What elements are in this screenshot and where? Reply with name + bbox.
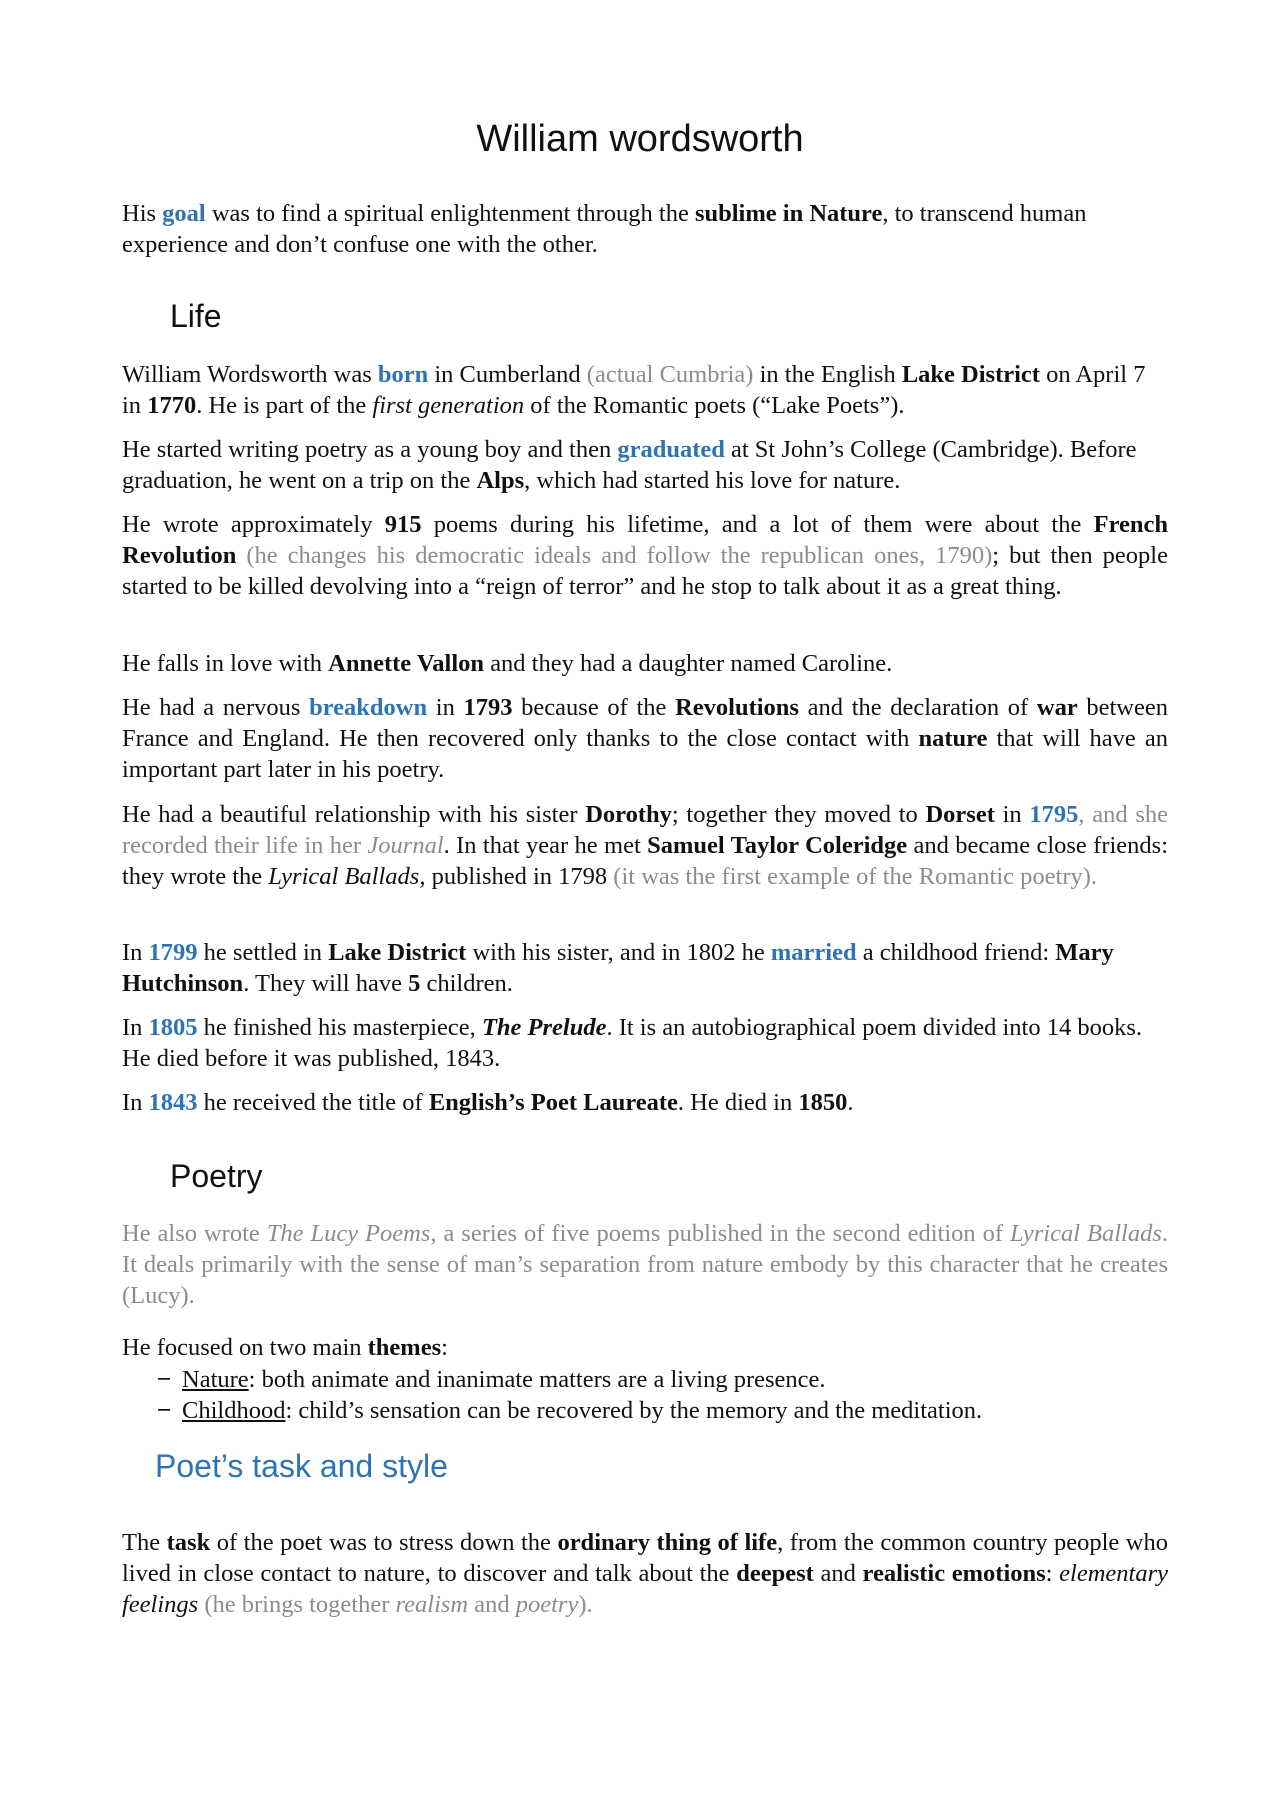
year-1799: 1799 xyxy=(148,939,198,966)
keyword-dorothy: Dorothy xyxy=(585,801,672,828)
text: , to transcend human experience and don’t confuse one with the other. xyxy=(122,200,1087,258)
text: , which had started his love for nature. xyxy=(524,467,901,494)
life-paragraph-9 xyxy=(122,1087,1168,1118)
text: The xyxy=(122,1529,167,1556)
text: . They will have xyxy=(243,970,409,997)
text: at St John’s College (Cambridge). Before graduation, he went on a trip on the xyxy=(122,436,1137,494)
text: and xyxy=(813,1560,863,1587)
keyword-breakdown: breakdown xyxy=(309,694,428,721)
life-paragraph-3 xyxy=(122,509,1168,602)
keyword-elementary-feelings: elementary feelings xyxy=(122,1560,1169,1618)
theme-description: : both animate and inanimate matters are a living presence. xyxy=(248,1366,826,1393)
text: he received the title of xyxy=(197,1089,429,1116)
themes-list xyxy=(122,1364,1168,1426)
keyword-lake-district: Lake District xyxy=(901,361,1040,388)
keyword-lake-district: Lake District xyxy=(328,939,467,966)
aside-text: ). xyxy=(578,1591,593,1618)
section-heading-poetry: Poetry xyxy=(170,1158,263,1194)
text: in the English xyxy=(753,361,902,388)
keyword-task: task xyxy=(166,1529,211,1556)
text: He had a nervous xyxy=(122,694,310,721)
text: on April 7 in xyxy=(122,361,1146,419)
text: between France and England. He then recovered only thanks to the close contact with xyxy=(122,694,1168,752)
text: . He is part of the xyxy=(196,392,373,419)
text: , from the common country people who lived in close contact to nature, to discover and talk about the xyxy=(122,1529,1168,1587)
keyword-sublime: sublime in Nature xyxy=(694,200,883,227)
theme-term: Nature xyxy=(182,1366,249,1393)
text: He had a beautiful relationship with his sister xyxy=(122,801,586,828)
text: In xyxy=(122,1089,149,1116)
keyword-born: born xyxy=(377,361,429,388)
text xyxy=(236,542,246,569)
life-paragraph-6 xyxy=(122,799,1168,892)
keyword-poet-laureate: English’s Poet Laureate xyxy=(428,1089,678,1116)
keyword-nature: nature xyxy=(918,725,988,752)
text: He wrote approximately xyxy=(122,511,385,538)
dash-bullet: − xyxy=(157,1366,172,1393)
theme-term: Childhood xyxy=(182,1397,286,1424)
dash-bullet: − xyxy=(157,1397,172,1424)
text: . He died in xyxy=(677,1089,799,1116)
text: with his sister, and in 1802 he xyxy=(466,939,771,966)
keyword-war: war xyxy=(1036,694,1078,721)
text: . xyxy=(847,1089,854,1116)
keyword-french-revolution: French Revolution xyxy=(122,511,1169,569)
keyword-goal: goal xyxy=(162,200,206,227)
keyword-lyrical-ballads: Lyrical Ballads xyxy=(1009,1220,1162,1247)
poetry-paragraph-1 xyxy=(122,1218,1168,1311)
keyword-annette-vallon: Annette Vallon xyxy=(328,650,485,677)
text: of the Romantic poets (“Lake Poets”). xyxy=(524,392,905,419)
text: . In that year he met xyxy=(443,832,648,859)
text: , a series of five poems published in the second edition of xyxy=(430,1220,1010,1247)
year-1843: 1843 xyxy=(148,1089,198,1116)
keyword-the-prelude: The Prelude xyxy=(481,1014,607,1041)
text: children. xyxy=(420,970,513,997)
aside-romantic-poetry: (it was the first example of the Romantic poetry). xyxy=(613,863,1098,890)
keyword-dorset: Dorset xyxy=(925,801,995,828)
keyword-ordinary-thing: ordinary thing of life xyxy=(557,1529,778,1556)
text: In xyxy=(122,939,149,966)
text: In xyxy=(122,1014,149,1041)
life-paragraph-4 xyxy=(122,648,1168,679)
keyword-married: married xyxy=(770,939,857,966)
theme-description: : child’s sensation can be recovered by the memory and the meditation. xyxy=(285,1397,983,1424)
keyword-alps: Alps xyxy=(476,467,525,494)
text: he settled in xyxy=(197,939,329,966)
intro-paragraph xyxy=(122,198,1168,260)
text: was to find a spiritual enlightenment through the xyxy=(205,200,695,227)
life-paragraph-7 xyxy=(122,937,1168,999)
year-1770: 1770 xyxy=(147,392,197,419)
keyword-realistic-emotions: realistic emotions xyxy=(862,1560,1046,1587)
poem-count: 915 xyxy=(384,511,422,538)
aside-cumbria: (actual Cumbria) xyxy=(586,361,754,388)
aside-text: (he brings together xyxy=(198,1591,396,1618)
aside-journal-intro: , and she recorded their life in her xyxy=(122,801,1168,859)
text: . It is an autobiographical poem divided into 14 books. He died before it was published, 1843. xyxy=(122,1014,1142,1072)
keyword-journal: Journal xyxy=(367,832,444,859)
text: that will have an important part later in his poetry. xyxy=(122,725,1168,783)
keyword-coleridge: Samuel Taylor Coleridge xyxy=(647,832,908,859)
keyword-first-generation: first generation xyxy=(372,392,525,419)
text: of the poet was to stress down the xyxy=(210,1529,558,1556)
keyword-mary-hutchinson: Mary Hutchinson xyxy=(122,939,1114,997)
text: William Wordsworth was xyxy=(122,361,378,388)
text: ; together they moved to xyxy=(671,801,926,828)
text: : xyxy=(1045,1560,1060,1587)
year-1793: 1793 xyxy=(463,694,513,721)
text: and the declaration of xyxy=(798,694,1037,721)
year-1805: 1805 xyxy=(148,1014,198,1041)
text: His xyxy=(122,200,163,227)
keyword-poetry: poetry xyxy=(515,1591,579,1618)
life-paragraph-8 xyxy=(122,1012,1168,1074)
year-1795: 1795 xyxy=(1029,801,1079,828)
text: ; but then people started to be killed devolving into a “reign of terror” and he stop to talk about it as a great thing. xyxy=(122,542,1168,600)
text: . It deals primarily with the sense of man’s separation from nature embody by this character that he creates (Lucy). xyxy=(122,1220,1168,1309)
text: and became close friends: they wrote the xyxy=(122,832,1169,890)
keyword-deepest: deepest xyxy=(736,1560,814,1587)
document-title: William wordsworth xyxy=(476,118,804,160)
keyword-lucy-poems: The Lucy Poems xyxy=(266,1220,431,1247)
keyword-realism: realism xyxy=(395,1591,469,1618)
text: a childhood friend: xyxy=(856,939,1056,966)
text: , published in 1798 xyxy=(419,863,614,890)
life-paragraph-2 xyxy=(122,434,1168,496)
task-paragraph xyxy=(122,1527,1168,1620)
text: in xyxy=(427,694,464,721)
text: poems during his lifetime, and a lot of them were about the xyxy=(421,511,1094,538)
keyword-graduated: graduated xyxy=(617,436,725,463)
text: he finished his masterpiece, xyxy=(197,1014,482,1041)
year-1850: 1850 xyxy=(798,1089,848,1116)
life-paragraph-5 xyxy=(122,692,1168,785)
keyword-lyrical-ballads: Lyrical Ballads xyxy=(268,863,420,890)
aside-democratic-ideals: (he changes his democratic ideals and follow the republican ones, 1790) xyxy=(246,542,993,569)
life-paragraph-1 xyxy=(122,359,1168,421)
text: : xyxy=(441,1334,448,1361)
children-count: 5 xyxy=(408,970,421,997)
text: He falls in love with xyxy=(122,650,329,677)
section-heading-task: Poet’s task and style xyxy=(155,1448,448,1484)
text: in Cumberland xyxy=(428,361,587,388)
text: He started writing poetry as a young boy and then xyxy=(122,436,618,463)
text: because of the xyxy=(512,694,676,721)
list-item xyxy=(122,1395,1168,1426)
aside-text: and xyxy=(468,1591,516,1618)
section-heading-life: Life xyxy=(170,298,222,334)
list-item xyxy=(122,1364,1168,1395)
text: and they had a daughter named Caroline. xyxy=(484,650,893,677)
keyword-themes: themes xyxy=(367,1334,442,1361)
text: He focused on two main xyxy=(122,1334,368,1361)
themes-intro xyxy=(122,1332,1168,1363)
text: He also wrote xyxy=(122,1220,267,1247)
keyword-revolutions: Revolutions xyxy=(675,694,799,721)
text: in xyxy=(994,801,1030,828)
